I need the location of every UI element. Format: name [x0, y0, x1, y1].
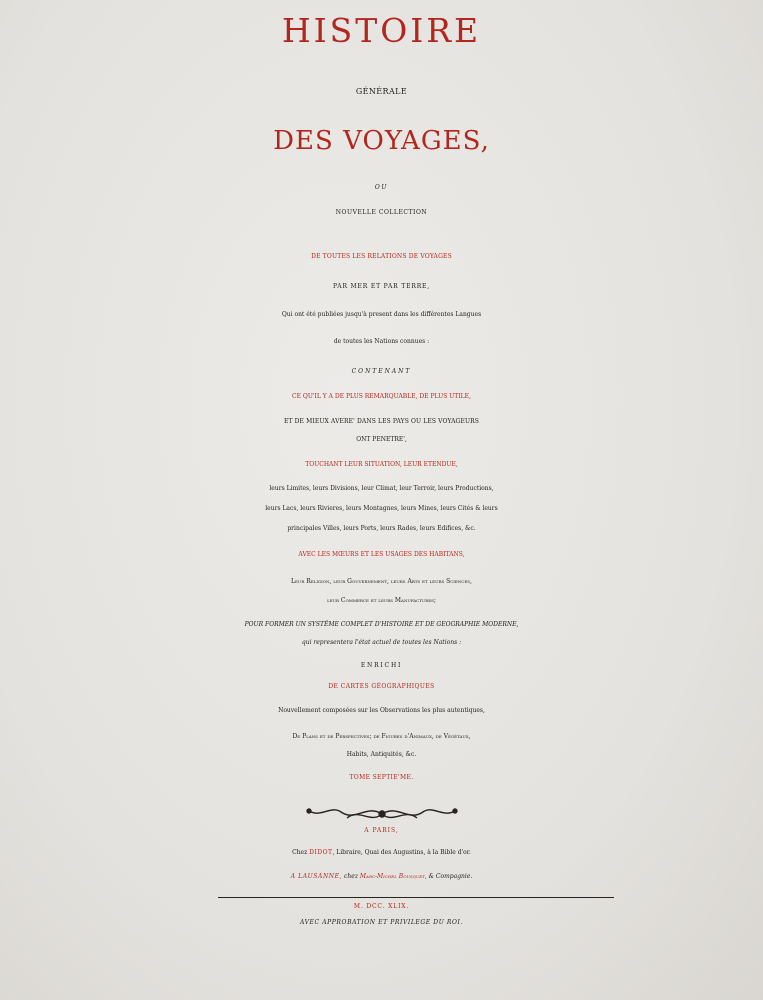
imprint-lausanne: A LAUSANNE,	[290, 873, 343, 880]
qui-representera-line: qui representera l'état actuel de toutes les Nations :	[301, 639, 462, 646]
main-title: HISTOIRE	[281, 11, 482, 50]
imprint-a-paris: A PARIS,	[364, 827, 399, 834]
contenant-heading: CONTENANT	[351, 368, 412, 375]
imprint-didot-line	[0, 850, 763, 856]
title-generale: GÉNÉRALE	[355, 87, 408, 96]
enrichi-heading: ENRICHI	[360, 662, 403, 669]
fleuron-ornament-icon	[297, 802, 467, 826]
imprint-rule	[218, 897, 614, 898]
limites-line-1: leurs Limites, leurs Divisions, leur Climat, leur Terroir, leurs Productions,	[269, 485, 494, 492]
title-de-toutes-les-relations: DE TOUTES LES RELATIONS DE VOYAGES	[311, 253, 452, 260]
enrichi-cartes: DE CARTES GÉOGRAPHIQUES	[328, 683, 435, 690]
limites-line-2: leurs Lacs, leurs Rivieres, leurs Montagnes, leurs Mines, leurs Cités & leurs	[265, 505, 498, 512]
title-ou: OU	[374, 184, 389, 191]
imprint-lausanne-line	[0, 874, 763, 880]
limites-line-3: principales Villes, leurs Ports, leurs Rades, leurs Edifices, &c.	[287, 525, 476, 532]
title-par-mer: PAR MER ET PAR TERRE,	[332, 283, 431, 290]
commerce-line: leur Commerce et leurs Manufactures;	[327, 597, 436, 604]
contenant-mieux-line-2: ONT PENETRE',	[356, 436, 407, 443]
imprint-compagnie: & Compagnie.	[426, 873, 473, 880]
imprint-bousquet: Marc-Michel Bousquet,	[359, 873, 427, 880]
enrichi-nouvellement: Nouvellement composées sur les Observations les plus autentiques,	[278, 707, 485, 714]
subtitle-line-1: Qui ont été publiées jusqu'à present dans les différentes Langues	[281, 311, 482, 318]
imprint-didot-address: , Libraire, Quai des Augustins, à la Bible d'or.	[332, 849, 471, 856]
imprint-chez-2: chez	[342, 873, 360, 880]
contenant-touchant: TOUCHANT LEUR SITUATION, LEUR ETENDUE,	[305, 461, 458, 468]
religion-line: Leur Religion, leur Gouvernement, leurs Arts et leurs Sciences,	[291, 578, 472, 585]
imprint-didot: DIDOT	[309, 849, 333, 856]
subtitle-line-2: de toutes les Nations connues :	[333, 338, 430, 345]
tome-label: TOME SEPTIE'ME.	[349, 774, 414, 781]
contenant-mieux-line-1: ET DE MIEUX AVERE' DANS LES PAYS OU LES VOYAGEURS	[283, 418, 480, 425]
title-nouvelle-collection: NOUVELLE COLLECTION	[335, 209, 428, 216]
enrichi-plans: De Plans et de Perspectives; de Figures d'Animaux, de Végétaux,	[292, 733, 471, 740]
imprint-chez: Chez	[292, 849, 308, 856]
contenant-ce-quil: CE QU'IL Y A DE PLUS REMARQUABLE, DE PLUS UTILE,	[292, 393, 471, 400]
enrichi-habits: Habits, Antiquités, &c.	[346, 751, 417, 758]
contenant-avec-les-moeurs: AVEC LES MŒURS ET LES USAGES DES HABITANS,	[298, 551, 465, 558]
title-des-voyages: DES VOYAGES,	[273, 126, 490, 156]
pour-former-line: POUR FORMER UN SYSTÊME COMPLET D'HISTOIRE ET DE GEOGRAPHIE MODERNE,	[244, 621, 519, 628]
imprint-approbation: AVEC APPROBATION ET PRIVILEGE DU ROI.	[299, 919, 463, 926]
imprint-date: M. DCC. XLIX.	[353, 903, 410, 910]
